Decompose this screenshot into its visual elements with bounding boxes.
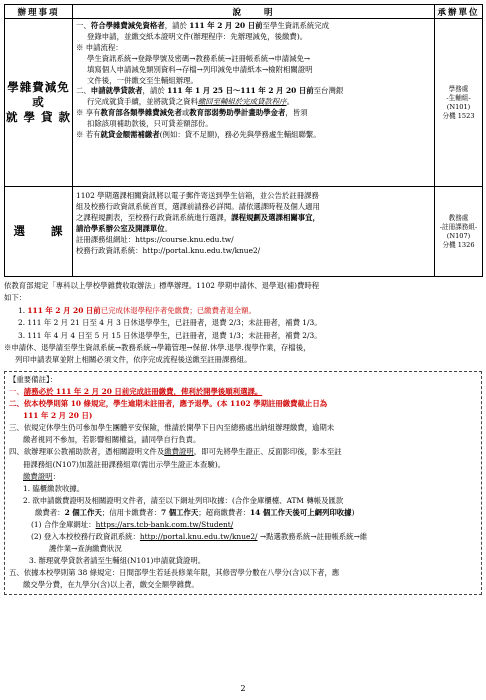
course-website-link[interactable]: 註冊課務組網址：https://course.knu.edu.tw/ xyxy=(76,234,234,244)
desc-line: 文件後，一併繳交至生輔組辦理。 xyxy=(87,75,198,85)
unit-line: -註冊課務組- xyxy=(439,222,478,231)
portal-link-2[interactable]: http://portal.knu.edu.tw/knue2/ xyxy=(139,532,258,542)
header-unit: 承辦單位 xyxy=(435,5,483,19)
desc-line: 組及校務行政資訊系統首頁，選課前請務必詳閱。請依選課時程及個人適用 xyxy=(76,201,320,211)
refund-intro: 依教育部規定「專科以上學校學雜費收取辦法」標準辦理。1102 學期申請休、退學退(補)費時程 xyxy=(4,281,320,290)
refund-note-2: 列印申請表單並附上相關必須文件，依序完成流程後送繳至註冊課務組。 xyxy=(15,355,252,365)
refund-schedule xyxy=(4,280,482,367)
header-description: 說 明 xyxy=(73,5,435,19)
table-row xyxy=(5,187,483,277)
desc-line: 扣除該項補助款後，只可貸差額部份。 xyxy=(87,119,213,129)
unit-line: 分機 1523 xyxy=(442,111,475,120)
page xyxy=(4,4,482,595)
note-line: 1. 臨櫃繳款收據。 xyxy=(23,483,85,493)
bank-link-line: (1) 合作金庫網址：https://ars.tcb-bank.com.tw/Student/ xyxy=(31,519,234,529)
refund-item: 2. 111 年 2 月 21 日至 4 月 3 日休退學學生，已註冊者，退費 2/3；未註冊者，補費 1/3。 xyxy=(18,318,322,328)
note-line: 繳費證明： xyxy=(23,471,60,481)
note-line: 五、依據本校學則第 38 條規定：日間部學生若延長修業年限，其修習學分數在八學分(含)以下者，應 xyxy=(9,568,340,578)
refund-intro-2: 如下： xyxy=(4,293,27,303)
refund-note: ※申請休、退學請至學生資訊系統→教務系統→學籍管理→保留.休學.退學.復學作業，存檔後， xyxy=(4,343,311,353)
note-line: 111 年 2 月 20 日) xyxy=(23,411,93,421)
note-line: 一、請務必於 111 年 2 月 20 日前完成註冊繳費，俾利於開學後順利選課。 xyxy=(9,386,263,396)
unit-line: 分機 1326 xyxy=(442,240,475,249)
unit-academic-affairs xyxy=(435,187,483,277)
desc-line: 二、申請就學貸款者，請於 111 年 1 月 25 日～111 年 2 月 20 日前至台灣銀 xyxy=(76,86,344,96)
item-line: 選 課 xyxy=(13,224,64,238)
desc-line: 之課程規劃表，至校務行政資訊系統進行選課，課程規劃及選課相關事宜， xyxy=(76,212,320,222)
unit-line: -生輔組- xyxy=(446,93,471,102)
note-line: 3. 辦理就學貸款者請至生輔組(N101)申請就貸證明。 xyxy=(29,556,206,566)
refund-item: 1. 111 年 2 月 20 日前已完成休退學程序者免繳費；已繳費者退全額。 xyxy=(18,305,256,315)
note-line: 護作業→查詢繳費狀況 xyxy=(49,544,122,554)
desc-line: ※ 享有教育部各類學雜費減免者或教育部弱勢助學計畫助學金者，皆須 xyxy=(76,108,308,118)
unit-student-affairs xyxy=(435,19,483,187)
note-line: 繳者視同不參加，若影響相關權益，請同學自行負責。 xyxy=(23,435,201,445)
table-row xyxy=(5,19,483,187)
important-notes-box xyxy=(4,371,482,595)
item-line: 就 學 貸 款 xyxy=(6,110,72,124)
item-course-selection xyxy=(5,187,73,277)
desc-line: 請洽學系辦公室及開課單位。 xyxy=(76,223,173,233)
desc-line: 填寫個人申請減免類別資料→存檔→列印減免申請紙本→檢附相關證明 xyxy=(87,64,313,74)
notes-title: 【重要備註】： xyxy=(9,374,58,384)
page-number: 2 xyxy=(240,684,246,693)
unit-line: (N107) xyxy=(446,231,471,240)
portal-link-line: (2) 登入本校校務行政資訊系統：http://portal.knu.edu.tw/knue2/ →點選教務系統→註冊帳系統→維 xyxy=(31,532,368,542)
note-line: 冊課務組(N107)加蓋註冊課務組章(需出示學生證正本查驗)。 xyxy=(23,459,226,469)
header-item: 辦理事項 xyxy=(5,5,73,19)
bank-link[interactable]: https://ars.tcb-bank.com.tw/Student/ xyxy=(95,519,234,529)
unit-line: 教務處 xyxy=(448,213,469,222)
registration-table xyxy=(4,4,483,277)
desc-line: 一、符合學雜費減免資格者，請於 111 年 2 月 20 日前至學生資訊系統完成 xyxy=(76,21,330,30)
desc-line: 1102 學期選課相關資訊將以電子郵件寄送到學生信箱，並公告於註冊課務 xyxy=(76,191,319,200)
item-line: 學雜費減免 xyxy=(7,80,70,94)
note-line: 繳費者：2 個工作天；信用卡繳費者：7 個工作天；超商繳費者：14 個工作天後可上網列印收據) xyxy=(35,507,355,517)
item-line: 或 xyxy=(32,95,45,109)
desc-line: 學生資訊系統→登錄學號及密碼→教務系統→註冊帳系統→申請減免→ xyxy=(87,53,311,63)
description-tuition xyxy=(73,19,435,187)
item-tuition-waiver-loan xyxy=(5,19,73,187)
note-line: 繳交學分費，在九學分(含)以上者，繳交全額學雜費。 xyxy=(23,580,199,590)
portal-link[interactable]: 校務行政資訊系統：http://portal.knu.edu.tw/knue2/ xyxy=(76,245,261,255)
unit-line: 學務處 xyxy=(448,84,469,93)
refund-item: 3. 111 年 4 月 4 日至 5 月 15 日休退學學生，已註冊者，退費 1/3；未註冊者，補費 2/3。 xyxy=(18,330,322,340)
note-line: 二、依本校學則第 10 條規定，學生逾期未註冊者，應予退學。(本 1102 學期註冊繳費截止日為 xyxy=(9,399,328,409)
note-line: 三、依規定休學生仍可參加學生團體平安保險，惟請於開學下日內至總務處出納組辦理繳費，逾期未 xyxy=(9,423,335,433)
description-course xyxy=(73,187,435,277)
unit-line: (N101) xyxy=(446,102,471,111)
desc-line: ※ 若有就貸金額需補繳者(例如：貸不足額)，務必先與學務處生輔組聯繫。 xyxy=(76,130,321,140)
desc-line: ※ 申請流程： xyxy=(76,42,123,52)
desc-line: 登錄申請，並繳交紙本證明文件(辦理程序：先辦理減免，後繳費)。 xyxy=(87,31,308,41)
desc-line: 行完成就貸手續，並將就貸之資料繳回至輔組於完成貸款程序。 xyxy=(87,97,294,107)
table-header-row xyxy=(5,5,483,19)
note-line: 2. 欲申請繳費證明及相關證明文件者，請至以下網址列印收據：(合作金庫櫃檯、ATM 轉帳及匯款 xyxy=(23,495,344,505)
note-line: 四、欲辦理軍公教補助款者，憑相關證明文件及繳費證明，即可先將學生證正、反面影印後，影本至註 xyxy=(9,447,342,457)
